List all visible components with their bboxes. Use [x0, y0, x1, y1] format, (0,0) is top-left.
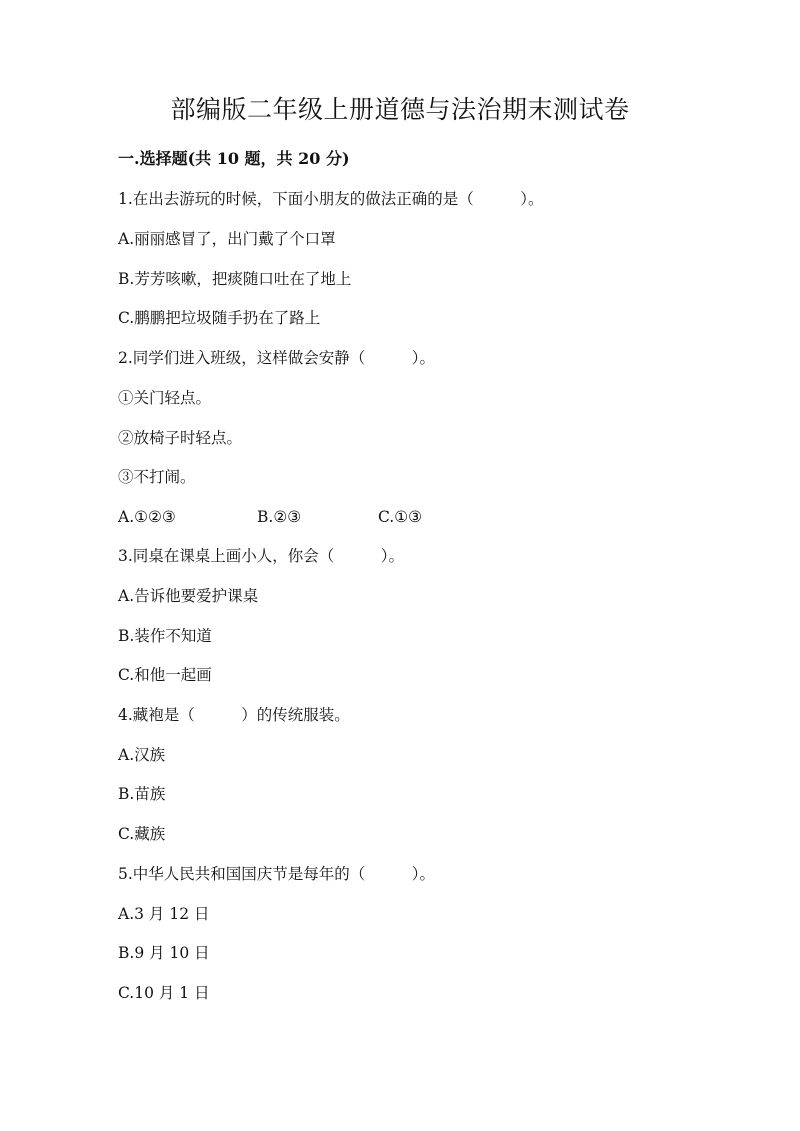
- question-2-statement-3: ③不打闹。: [118, 468, 196, 486]
- question-2-statement-1: ①关门轻点。: [118, 389, 212, 407]
- page-title: 部编版二年级上册道德与法治期末测试卷: [170, 95, 630, 124]
- section-heading: 一.选择题(共 10 题，共 20 分): [118, 149, 350, 168]
- question-3-stem: 3.同桌在课桌上画小人，你会（ ）。: [118, 547, 405, 565]
- question-5-stem: 5.中华人民共和国国庆节是每年的（ ）。: [118, 865, 436, 883]
- question-2-option-a: A.①②③: [118, 508, 176, 526]
- question-3-option-c: C.和他一起画: [118, 666, 212, 684]
- question-3-option-a: A.告诉他要爱护课桌: [118, 587, 259, 605]
- question-1-option-a: A.丽丽感冒了，出门戴了个口罩: [118, 230, 336, 248]
- question-2-option-b: B.②③: [257, 508, 302, 526]
- question-3-option-b: B.装作不知道: [118, 627, 212, 645]
- question-1-stem: 1.在出去游玩的时候，下面小朋友的做法正确的是（ ）。: [118, 190, 544, 208]
- question-4-option-a: A.汉族: [118, 746, 166, 764]
- question-1-option-b: B.芳芳咳嗽，把痰随口吐在了地上: [118, 270, 352, 288]
- question-2-stem: 2.同学们进入班级，这样做会安静（ ）。: [118, 349, 436, 367]
- question-4-option-b: B.苗族: [118, 785, 166, 803]
- question-5-option-a: A.3 月 12 日: [118, 905, 210, 923]
- question-4-stem: 4.藏袍是（ ）的传统服装。: [118, 706, 350, 724]
- question-2-statement-2: ②放椅子时轻点。: [118, 429, 243, 447]
- question-1-option-c: C.鹏鹏把垃圾随手扔在了路上: [118, 309, 321, 327]
- question-4-option-c: C.藏族: [118, 825, 166, 843]
- question-5-option-b: B.9 月 10 日: [118, 944, 210, 962]
- question-2-option-c: C.①③: [378, 508, 423, 526]
- question-5-option-c: C.10 月 1 日: [118, 984, 210, 1002]
